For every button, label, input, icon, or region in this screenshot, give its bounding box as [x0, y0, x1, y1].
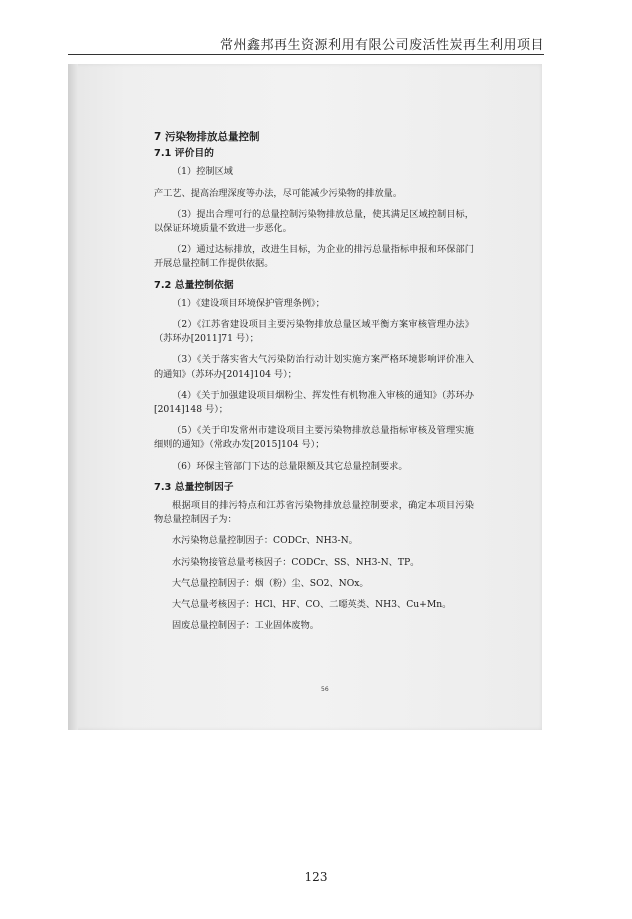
paragraph: （5）《关于印发常州市建设项目主要污染物排放总量指标审核及管理实施细则的通知》（常政办发[2015]104 号）；	[154, 425, 474, 451]
header-divider	[68, 54, 544, 55]
paragraph: （3）提出合理可行的总量控制污染物排放总量，使其满足区域控制目标，以保证环境质量不致进一步恶化。	[154, 208, 474, 235]
section-heading: 7 污染物排放总量控制	[154, 131, 260, 143]
page-number: 123	[304, 870, 328, 884]
scanned-page-number: 56	[321, 686, 329, 693]
scanned-page-content	[154, 130, 474, 640]
paragraph: （2）《江苏省建设项目主要污染物排放总量区域平衡方案审核管理办法》（苏环办[2011]71 号）；	[154, 319, 474, 345]
list-item: 大气总量考核因子：HCl、HF、CO、二噁英类、NH3、Cu+Mn。	[172, 599, 452, 611]
document-header-title: 常州鑫邦再生资源利用有限公司废活性炭再生利用项目	[219, 38, 544, 53]
list-item: 水污染物总量控制因子：CODCr、NH3-N。	[172, 535, 358, 547]
scanned-page	[68, 64, 542, 730]
paragraph: （2）通过达标排放，改进生目标，为企业的排污总量指标申报和环保部门开展总量控制工作提供依据。	[154, 244, 474, 270]
subsection-heading-7-1: 7.1 评价目的	[154, 148, 214, 160]
list-item: 水污染物接管总量考核因子：CODCr、SS、NH3-N、TP。	[172, 556, 420, 568]
paragraph: （1）控制区域	[172, 166, 233, 178]
paragraph: 产工艺、提高治理深度等办法，尽可能减少污染物的排放量。	[154, 187, 403, 199]
subsection-heading-7-2: 7.2 总量控制依据	[154, 279, 234, 291]
paragraph: 根据项目的排污特点和江苏省污染物排放总量控制要求，确定本项目污染物总量控制因子为：	[154, 500, 474, 526]
paragraph: （3）《关于落实省大气污染防治行动计划实施方案严格环境影响评价准入的通知》（苏环办[2014]104 号）；	[154, 354, 474, 380]
paragraph: （6）环保主管部门下达的总量限额及其它总量控制要求。	[172, 460, 408, 472]
list-item: 固废总量控制因子：工业固体废物。	[172, 620, 319, 632]
paragraph: （4）《关于加强建设项目烟粉尘、挥发性有机物准入审核的通知》（苏环办[2014]148 号）；	[154, 389, 474, 416]
scan-edge-shadow	[68, 64, 78, 730]
list-item: 大气总量控制因子：烟（粉）尘、SO2、NOx。	[172, 577, 369, 589]
subsection-heading-7-3: 7.3 总量控制因子	[154, 481, 234, 493]
paragraph: （1）《建设项目环境保护管理条例》；	[172, 297, 325, 309]
